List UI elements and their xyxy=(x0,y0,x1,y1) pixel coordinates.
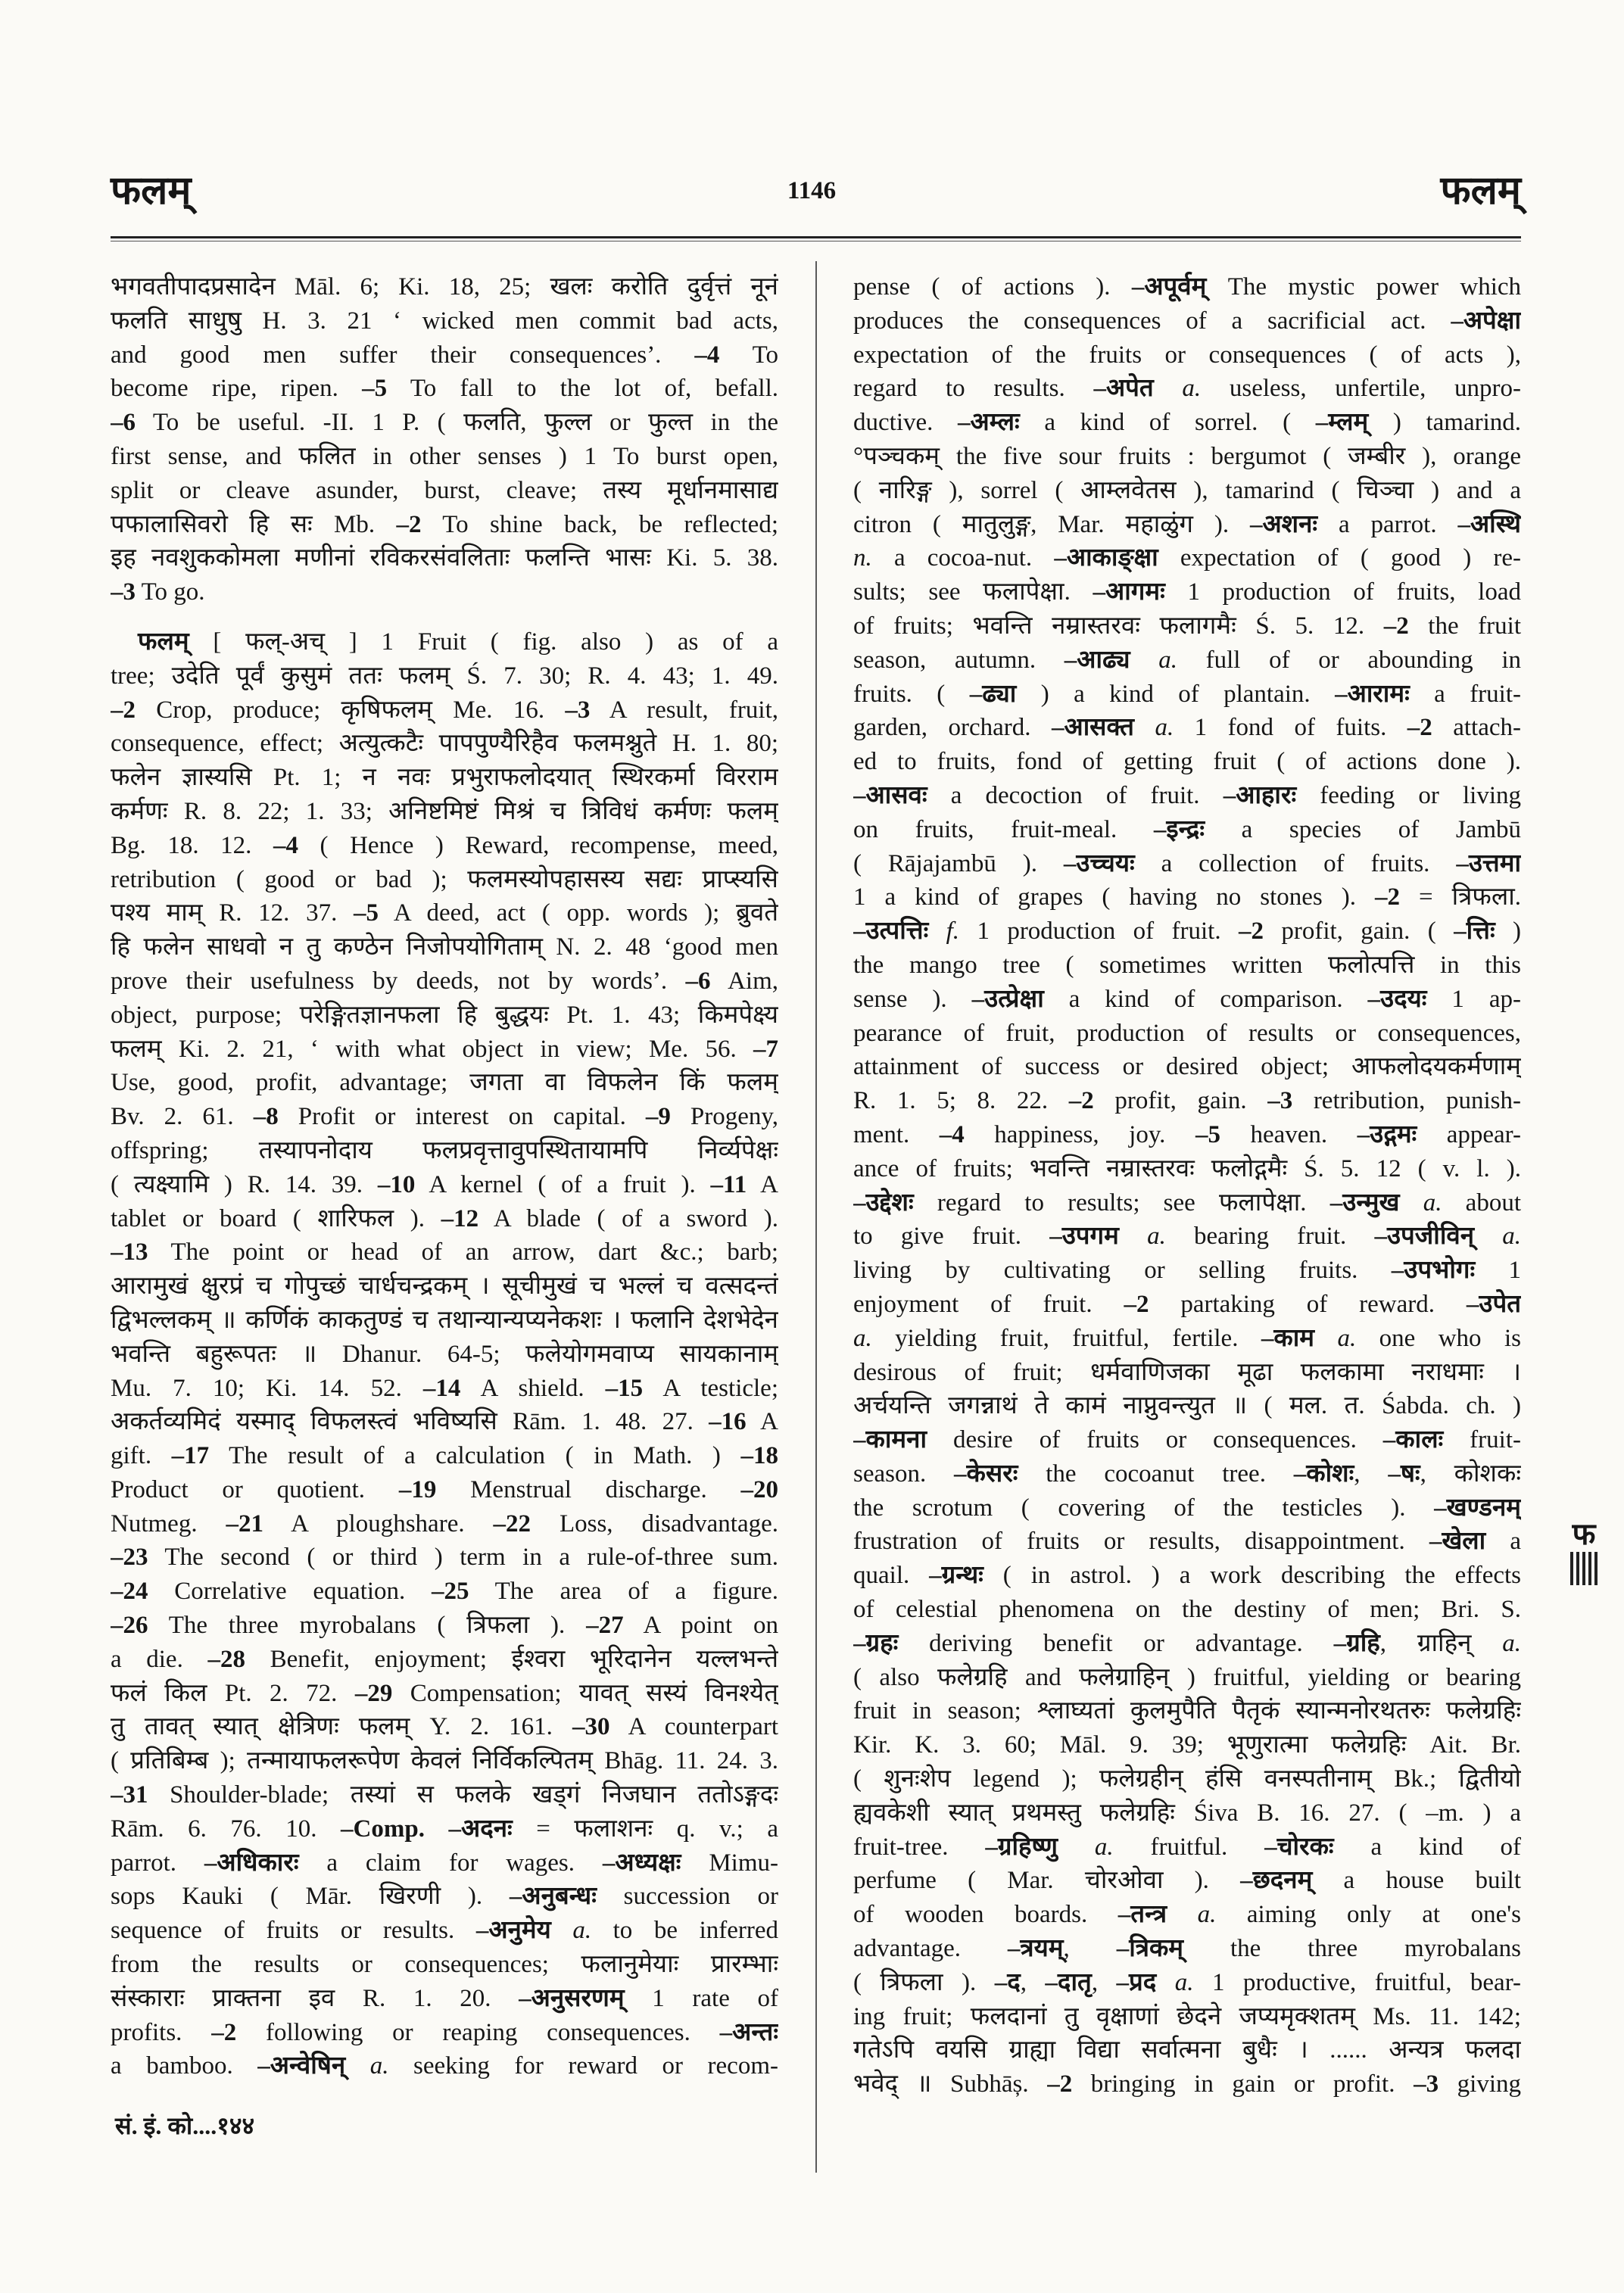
grammar-label: a. xyxy=(1182,375,1202,403)
text-line: and good men suffer their consequences’. –4 To xyxy=(111,341,778,369)
text-line: भवेद् ॥ Subhāș. –2 bringing in gain or profit. –3 giving xyxy=(853,2070,1521,2098)
sense-number: –17 xyxy=(171,1442,210,1470)
compound-headword: –आढ्य xyxy=(1064,646,1130,674)
compound-headword: –अध्यक्षः xyxy=(602,1849,681,1877)
text-line: भवन्ति बहुरूपतः ॥ Dhanur. 64-5; फलेयोगमवाप्य सायकानाम् xyxy=(111,1340,778,1368)
text-line: a die. –28 Benefit, enjoyment; ईश्वरा भूरिदानेन यल्लभन्ते xyxy=(111,1645,778,1673)
text-line: अकर्तव्यमिदं यस्माद् विफलस्त्वं भविष्यसि Rām. 1. 48. 27. –16 A xyxy=(111,1408,778,1436)
grammar-label: a. xyxy=(1094,1833,1114,1861)
text-line: produces the consequences of a sacrificial act. –अपेक्षा xyxy=(853,307,1521,335)
text-line: ed to fruits, fond of getting fruit ( of actions done ). xyxy=(853,748,1521,776)
text-line: Bv. 2. 61. –8 Profit or interest on capital. –9 Progeny, xyxy=(111,1103,778,1131)
text-line: ment. –4 happiness, joy. –5 heaven. –उद्गमः appear- xyxy=(853,1120,1521,1148)
sense-number: –28 xyxy=(207,1645,245,1673)
sense-number: –18 xyxy=(740,1442,778,1470)
text-line: °पञ्चकम् the five sour fruits : bergumot ( जम्बीर ), orange xyxy=(853,442,1521,470)
text-line: –आसवः a decoction of fruit. –आहारः feeding or living xyxy=(853,781,1521,809)
grammar-label: a. xyxy=(1423,1189,1442,1217)
text-line: from the results or consequences; फलानुमेयाः प्रारम्भाः xyxy=(111,1951,778,1979)
compound-headword: –ग्रहिष्णु xyxy=(985,1833,1058,1861)
compound-headword: –उदयः xyxy=(1367,985,1427,1013)
text-line: the mango tree ( sometimes written फलोत्पत्ति in this xyxy=(853,951,1521,979)
text-line: prove their usefulness by deeds, not by words’. –6 Aim, xyxy=(111,967,778,995)
text-line: parrot. –अधिकारः a claim for wages. –अध्यक्षः Mimu- xyxy=(111,1849,778,1877)
running-head-right: फलम् xyxy=(1440,170,1521,213)
compound-headword: –आकाङ्क्षा xyxy=(1054,544,1158,572)
text-line: पफालासिवरो हि सः Mb. –2 To shine back, be reflected; xyxy=(111,510,778,538)
text-line: pearance of fruit, production of results or consequences, xyxy=(853,1019,1521,1047)
compound-headword: –उत्पत्तिः xyxy=(853,918,929,946)
sense-number: –4 xyxy=(273,831,298,859)
text-line: फलम् Ki. 2. 21, ‘ with what object in view; Me. 56. –7 xyxy=(111,1035,778,1063)
thumb-bar xyxy=(1576,1552,1579,1585)
sense-number: –5 xyxy=(353,899,379,927)
text-line: first sense, and फलित in other senses ) 1 To burst open, xyxy=(111,442,778,470)
text-line: Product or quotient. –19 Menstrual discharge. –20 xyxy=(111,1475,778,1503)
text-line: ductive. –अम्लः a kind of sorrel. ( –म्लम् ) tamarind. xyxy=(853,409,1521,437)
text-line: R. 1. 5; 8. 22. –2 profit, gain. –3 retribution, punish- xyxy=(853,1087,1521,1115)
compound-headword: –आहारः xyxy=(1223,781,1297,809)
paragraph xyxy=(853,270,1521,2101)
compound-headword: –अपूर्वम् xyxy=(1131,273,1207,301)
compound-headword: –ग्रहः xyxy=(853,1629,899,1657)
compound-headword: –खण्डनम् xyxy=(1434,1494,1521,1522)
compound-headword: –उपगम xyxy=(1049,1223,1119,1251)
grammar-label: a. xyxy=(1502,1629,1521,1657)
sense-number: –23 xyxy=(111,1544,148,1572)
sense-number: –11 xyxy=(710,1170,747,1198)
text-line: –13 The point or head of an arrow, dart &c.; barb; xyxy=(111,1238,778,1266)
page-number: 1146 xyxy=(787,177,837,204)
text-line: Bg. 18. 12. –4 ( Hence ) Reward, recompense, meed, xyxy=(111,831,778,859)
text-line: living by cultivating or selling fruits. –उपभोगः 1 xyxy=(853,1257,1521,1285)
text-line: फलति साधुषु H. 3. 21 ‘ wicked men commit bad acts, xyxy=(111,307,778,335)
text-line: संस्काराः प्राक्तना इव R. 1. 20. –अनुसरणम् 1 rate of xyxy=(111,1984,778,2012)
sense-number: –2 xyxy=(396,510,422,538)
compound-headword: –आरामः xyxy=(1335,680,1410,708)
text-line: offspring; तस्यापनोदाय फलप्रवृत्तावुपस्थितायामपि निर्व्यपेक्षः xyxy=(111,1136,778,1164)
compound-headword: –उन्मुख xyxy=(1329,1189,1400,1217)
sense-number: –2 xyxy=(1383,612,1409,640)
thumb-index-tab xyxy=(1564,1517,1604,1590)
text-line: Nutmeg. –21 A ploughshare. –22 Loss, disadvantage. xyxy=(111,1509,778,1537)
text-line: –24 Correlative equation. –25 The area of a figure. xyxy=(111,1578,778,1606)
text-line: frustration of fruits or results, disappointment. –खेला a xyxy=(853,1528,1521,1556)
sense-number: –27 xyxy=(586,1612,624,1640)
text-line: consequence, effect; अत्युत्कटैः पापपुण्यैरिहैव फलमश्नुते H. 1. 80; xyxy=(111,730,778,758)
compound-headword: –खेला xyxy=(1429,1528,1486,1556)
compound-headword: –चोरकः xyxy=(1264,1833,1334,1861)
sense-number: –6 xyxy=(685,967,711,995)
sense-number: –2 xyxy=(111,696,136,724)
text-line: fruit in season; श्लाघ्यतां कुलमुपैति पैतृकं स्यान्मनोरथतरुः फलेग्रहिः xyxy=(853,1697,1521,1725)
text-line: enjoyment of fruit. –2 partaking of reward. –उपेत xyxy=(853,1290,1521,1318)
text-line: become ripe, ripen. –5 To fall to the lot of, befall. xyxy=(111,375,778,403)
text-line: object, purpose; परेङ्गितज्ञानफला हि बुद्धयः Pt. 1. 43; किमपेक्ष्य xyxy=(111,1001,778,1029)
text-line: season, autumn. –आढ्य a. full of or abounding in xyxy=(853,646,1521,674)
text-line: –23 The second ( or third ) term in a rule-of-three sum. xyxy=(111,1544,778,1572)
text-line: ( प्रतिबिम्ब ); तन्मायाफलरूपेण केवलं निर्विकल्पितम् Bhāg. 11. 24. 3. xyxy=(111,1747,778,1775)
text-line: profits. –2 following or reaping consequences. –अन्तः xyxy=(111,2018,778,2046)
sense-number: –30 xyxy=(572,1713,610,1741)
text-line: ing fruit; फलदानां तु वृक्षाणां छेदने जप्यमृक्शतम् Ms. 11. 142; xyxy=(853,2002,1521,2030)
text-line: –31 Shoulder-blade; तस्यां स फलके खड्गं निजघान ततोऽङ्गदः xyxy=(111,1781,778,1809)
grammar-label: a. xyxy=(1337,1324,1357,1352)
text-line: sense ). –उत्प्रेक्षा a kind of comparison. –उदयः 1 ap- xyxy=(853,985,1521,1013)
paragraph xyxy=(111,270,778,609)
sense-number: –5 xyxy=(1195,1120,1220,1148)
compound-headword: –अनुबन्धः xyxy=(509,1883,597,1911)
text-line: n. a cocoa-nut. –आकाङ्क्षा expectation of ( good ) re- xyxy=(853,544,1521,572)
text-line: ( नारिङ्ग ), sorrel ( आम्लवेतस ), tamarind ( चिञ्चा ) and a xyxy=(853,476,1521,504)
text-line: retribution ( good or bad ); फलमस्योपहासस्य सद्यः प्राप्स्यसि xyxy=(111,865,778,893)
text-line: of wooden boards. –तन्त्र a. aiming only at one's xyxy=(853,1901,1521,1929)
sense-number: –26 xyxy=(111,1612,148,1640)
compound-headword: –अशनः xyxy=(1249,510,1318,538)
sense-number: –16 xyxy=(709,1408,747,1436)
text-line: quail. –ग्रन्थः ( in astrol. ) a work describing the effects xyxy=(853,1562,1521,1590)
right-column xyxy=(853,270,1521,2101)
compound-headword: –अम्लः xyxy=(958,409,1020,437)
compound-headword: –द xyxy=(994,1968,1021,1996)
sense-number: –3 xyxy=(1267,1087,1293,1115)
text-line: Mu. 7. 10; Ki. 14. 52. –14 A shield. –15 A testicle; xyxy=(111,1374,778,1402)
text-line: गतेऽपि वयसि ग्राह्या विद्या सर्वात्मना बुधैः । ...... अन्यत्र फलदा xyxy=(853,2036,1521,2064)
text-line: तु तावत् स्यात् क्षेत्रिणः फलम् Y. 2. 161. –30 A counterpart xyxy=(111,1713,778,1741)
text-line: –26 The three myrobalans ( त्रिफला ). –27 A point on xyxy=(111,1612,778,1640)
sense-number: –24 xyxy=(111,1578,148,1606)
compound-headword: –आसक्त xyxy=(1051,714,1134,742)
compound-headword: –उत्तमा xyxy=(1456,849,1521,877)
sense-number: –6 xyxy=(111,409,136,437)
text-line: fruits. ( –ढ्या ) a kind of plantain. –आरामः a fruit- xyxy=(853,680,1521,708)
compound-headword: –अन्तः xyxy=(719,2018,778,2046)
compound-headword: –अधिकारः xyxy=(204,1849,299,1877)
compound-headword: –ढ्या xyxy=(969,680,1017,708)
compound-headword: –अदनः xyxy=(448,1815,513,1843)
grammar-label: n. xyxy=(853,544,872,572)
running-head-left: फलम् xyxy=(111,170,192,213)
grammar-label: a. xyxy=(1197,1901,1217,1929)
sense-number: –10 xyxy=(377,1170,416,1198)
text-line: 1 a kind of grapes ( having no stones ). –2 = त्रिफला. xyxy=(853,883,1521,911)
text-line: pense ( of actions ). –अपूर्वम् The mystic power which xyxy=(853,273,1521,301)
thumb-bar xyxy=(1582,1552,1585,1585)
grammar-label: a. xyxy=(1147,1223,1166,1251)
sense-number: –3 xyxy=(565,696,591,724)
text-line: फलं किल Pt. 2. 72. –29 Compensation; यावत् सस्यं विनश्येत् xyxy=(111,1679,778,1707)
text-line: Kir. K. 3. 60; Māl. 9. 39; भूणुरात्मा फलेग्रहिः Ait. Br. xyxy=(853,1731,1521,1759)
compound-headword: –उच्चयः xyxy=(1063,849,1135,877)
header-rule xyxy=(111,236,1521,241)
compound-headword: –अनुसरणम् xyxy=(519,1984,625,2012)
text-line: –ग्रहः deriving benefit or advantage. –ग्रहि, ग्राहिन् a. xyxy=(853,1629,1521,1657)
compound-headword: –केसरः xyxy=(954,1460,1018,1488)
sense-number: –3 xyxy=(111,578,136,606)
grammar-label: f. xyxy=(946,918,960,946)
text-line: a. yielding fruit, fruitful, fertile. –काम a. one who is xyxy=(853,1324,1521,1352)
sense-number: –8 xyxy=(253,1103,279,1131)
text-line: –2 Crop, produce; कृषिफलम् Me. 16. –3 A result, fruit, xyxy=(111,696,778,724)
sense-number: –7 xyxy=(753,1035,778,1063)
thumb-bar xyxy=(1594,1552,1598,1585)
text-line: a bamboo. –अन्वेषिन् a. seeking for reward or recom- xyxy=(111,2052,778,2080)
compound-headword: –म्लम् xyxy=(1315,409,1369,437)
sense-number: –31 xyxy=(111,1781,148,1809)
text-line: tablet or board ( शारिफल ). –12 A blade ( of a sword ). xyxy=(111,1204,778,1232)
compound-headword: –इन्द्रः xyxy=(1153,815,1205,843)
text-line: –उद्देशः regard to results; see फलापेक्षा. –उन्मुख a. about xyxy=(853,1189,1521,1217)
text-line: –3 To go. xyxy=(111,578,205,606)
text-line: sops Kauki ( Mār. खिरणी ). –अनुबन्धः succession or xyxy=(111,1883,778,1911)
text-line: attainment of success or desired object; आफलोदयकर्मणाम् xyxy=(853,1053,1521,1081)
text-line: Use, good, profit, advantage; जगता वा विफलेन किं फलम् xyxy=(111,1069,778,1097)
grammar-label: a. xyxy=(1502,1223,1521,1251)
sense-number: –13 xyxy=(111,1238,148,1266)
sense-number: –19 xyxy=(398,1475,437,1503)
text-line: –उत्पत्तिः f. 1 production of fruit. –2 profit, gain. ( –त्तिः ) xyxy=(853,918,1521,946)
sense-number: –15 xyxy=(605,1374,644,1402)
text-line: ( also फलेग्रहि and फलेग्राहिन् ) fruitful, yielding or bearing xyxy=(853,1663,1521,1691)
paragraph xyxy=(111,625,778,2083)
sense-number: –20 xyxy=(740,1475,778,1503)
sense-number: –4 xyxy=(939,1120,965,1148)
sense-number: –2 xyxy=(1407,714,1432,742)
text-line: of fruits; भवन्ति नम्रास्तरवः फलागमैः Ś. 5. 12. –2 the fruit xyxy=(853,612,1521,640)
compound-headword: –काम xyxy=(1261,1324,1315,1352)
thumb-bar xyxy=(1570,1552,1573,1585)
text-line: ह्यवकेशी स्यात् प्रथमस्तु फलेग्रहिः Śiva B. 16. 27. ( –m. ) a xyxy=(853,1799,1521,1827)
left-column xyxy=(111,270,778,2083)
sense-number: –29 xyxy=(354,1679,393,1707)
text-line: garden, orchard. –आसक्त a. 1 fond of fuits. –2 attach- xyxy=(853,714,1521,742)
sense-number: –12 xyxy=(441,1204,479,1232)
compound-headword: –अस्थि xyxy=(1457,510,1521,538)
column-divider xyxy=(815,261,817,2173)
text-line: इह नवशुककोमला मणीनां रविकरसंवलिताः फलन्ति भासः Ki. 5. 38. xyxy=(111,544,778,572)
text-line: season. –केसरः the cocoanut tree. –कोशः, –षः, कोशकः xyxy=(853,1460,1521,1488)
grammar-label: a. xyxy=(369,2052,389,2080)
sense-number: –9 xyxy=(645,1103,671,1131)
grammar-label: a. xyxy=(1155,714,1174,742)
sense-number: –4 xyxy=(694,341,720,369)
sense-number: –5 xyxy=(362,375,388,403)
compound-headword: –उत्प्रेक्षा xyxy=(971,985,1044,1013)
compound-headword: –षः xyxy=(1388,1460,1420,1488)
compound-headword: –त्रयम् xyxy=(1007,1935,1064,1963)
sense-number: –25 xyxy=(432,1578,469,1606)
text-line: फलेन ज्ञास्यसि Pt. 1; न नवः प्रभुराफलोदयात् स्थिरकर्मा विरराम xyxy=(111,764,778,792)
text-line: –कामना desire of fruits or consequences. –कालः fruit- xyxy=(853,1426,1521,1454)
text-line: Rām. 6. 76. 10. –Comp. –अदनः = फलाशनः q. v.; a xyxy=(111,1815,778,1843)
grammar-label: a. xyxy=(853,1324,872,1352)
text-line: sequence of fruits or results. –अनुमेय a. to be inferred xyxy=(111,1917,778,1945)
compound-headword: –उद्गमः xyxy=(1357,1120,1417,1148)
text-line: कर्मणः R. 8. 22; 1. 33; अनिष्टमिष्टं मिश्रं च त्रिविधं कर्मणः फलम् xyxy=(111,797,778,825)
compound-headword: –अन्वेषिन् xyxy=(257,2052,346,2080)
compound-headword: –उपजीविन् xyxy=(1374,1223,1475,1251)
text-line: expectation of the fruits or consequences ( of acts ), xyxy=(853,341,1521,369)
compound-headword: –त्रिकम् xyxy=(1116,1935,1184,1963)
sense-number: –2 xyxy=(211,2018,237,2046)
entry-headword: फलम् xyxy=(138,628,189,656)
text-line: perfume ( Mar. चोरओवा ). –छदनम् a house built xyxy=(853,1867,1521,1895)
text-line: of celestial phenomena on the destiny of men; Bri. S. xyxy=(853,1596,1521,1624)
grammar-label: a. xyxy=(1158,646,1177,674)
compound-headword: –ग्रहि xyxy=(1333,1629,1380,1657)
compound-headword: –कोशः xyxy=(1293,1460,1354,1488)
compound-headword: –अपेत xyxy=(1093,375,1154,403)
text-line: fruit-tree. –ग्रहिष्णु a. fruitful. –चोरकः a kind of xyxy=(853,1833,1521,1861)
compound-headword: –त्तिः xyxy=(1454,918,1495,946)
sense-number: –22 xyxy=(493,1509,531,1537)
text-line: desirous of fruit; धर्मवाणिजका मूढा फलकामा नराधमाः । xyxy=(853,1358,1521,1386)
text-line: आरामुखं क्षुरप्रं च गोपुच्छं चार्धचन्द्रकम् । सूचीमुखं च भल्लं च वत्सदन्तं xyxy=(111,1273,778,1301)
text-line: ( Rājajambū ). –उच्चयः a collection of fruits. –उत्तमा xyxy=(853,849,1521,877)
sense-number: –2 xyxy=(1238,918,1264,946)
text-line: gift. –17 The result of a calculation ( in Math. ) –18 xyxy=(111,1442,778,1470)
text-line: ( त्यक्ष्यामि ) R. 14. 39. –10 A kernel ( of a fruit ). –11 A xyxy=(111,1170,778,1198)
text-line: citron ( मातुलुङ्ग, Mar. महाळुंग ). –अशनः a parrot. –अस्थि xyxy=(853,510,1521,538)
compound-headword: –अनुमेय xyxy=(475,1917,551,1945)
sense-number: –2 xyxy=(1375,883,1400,911)
compound-headword: –कामना xyxy=(853,1426,927,1454)
thumb-index-letter: फ xyxy=(1572,1517,1596,1551)
compound-headword: –तन्त्र xyxy=(1117,1901,1167,1929)
text-line: ( शुनःशेप legend ); फलेग्रहीन् हंसि वनस्पतीनाम् Bk.; द्वितीयो xyxy=(853,1765,1521,1793)
text-line: अर्चयन्ति जगन्नाथं ते कामं नाप्नुवन्त्युत ॥ ( मल. त. Śabda. ch. ) xyxy=(853,1392,1521,1420)
text-line: हि फलेन साधवो न तु कण्ठेन निजोपयोगिताम् N. 2. 48 ‘good men xyxy=(111,933,778,961)
text-line: sults; see फलापेक्षा. –आगमः 1 production of fruits, load xyxy=(853,578,1521,606)
text-line: ance of fruits; भवन्ति नम्रास्तरवः फलोद्गमैः Ś. 5. 12 ( v. l. ). xyxy=(853,1154,1521,1182)
grammar-label: a. xyxy=(572,1917,592,1945)
compound-headword: –उपेत xyxy=(1466,1290,1521,1318)
compound-headword: –उपभोगः xyxy=(1391,1257,1476,1285)
text-line: ( त्रिफला ). –द, –दातृ, –प्रद a. 1 productive, fruitful, bear- xyxy=(853,1968,1521,1996)
compound-headword: –Comp. xyxy=(341,1815,425,1843)
text-line: to give fruit. –उपगम a. bearing fruit. –उपजीविन् a. xyxy=(853,1223,1521,1251)
compound-headword: –दातृ xyxy=(1045,1968,1092,1996)
thumb-bar xyxy=(1588,1552,1591,1585)
printer-signature: सं. इं. को....१४४ xyxy=(115,2112,255,2139)
compound-headword: –ग्रन्थः xyxy=(929,1562,983,1590)
sense-number: –14 xyxy=(422,1374,461,1402)
compound-headword: –अपेक्षा xyxy=(1451,307,1521,335)
text-line: regard to results. –अपेत a. useless, unfertile, unpro- xyxy=(853,375,1521,403)
sense-number: –2 xyxy=(1124,1290,1149,1318)
compound-headword: –उद्देशः xyxy=(853,1189,914,1217)
grammar-label: a. xyxy=(1174,1968,1194,1996)
compound-headword: –आसवः xyxy=(853,781,927,809)
text-line: भगवतीपादप्रसादेन Māl. 6; Ki. 18, 25; खलः करोति दुर्वृत्तं नूनं xyxy=(111,273,778,301)
compound-headword: –कालः xyxy=(1382,1426,1444,1454)
text-line: tree; उदेति पूर्वं कुसुमं ततः फलम् Ś. 7. 30; R. 4. 43; 1. 49. xyxy=(111,662,778,690)
compound-headword: –आगमः xyxy=(1093,578,1165,606)
sense-number: –21 xyxy=(226,1509,263,1537)
sense-number: –2 xyxy=(1047,2070,1073,2098)
text-line: split or cleave asunder, burst, cleave; तस्य मूर्धानमासाद्य xyxy=(111,476,778,504)
text-line: the scrotum ( covering of the testicles ). –खण्डनम् xyxy=(853,1494,1521,1522)
sense-number: –3 xyxy=(1414,2070,1439,2098)
text-line: फलम् [ फल्-अच् ] 1 Fruit ( fig. also ) as of a xyxy=(138,628,778,656)
sense-number: –2 xyxy=(1068,1087,1094,1115)
thumb-index-bars xyxy=(1564,1552,1604,1585)
text-line: –6 To be useful. -II. 1 P. ( फलति, फुल्ल or फुल्त in the xyxy=(111,409,778,437)
text-line: पश्य माम् R. 12. 37. –5 A deed, act ( opp. words ); ब्रुवते xyxy=(111,899,778,927)
compound-headword: –छदनम् xyxy=(1240,1867,1313,1895)
text-line: द्विभल्लकम् ॥ कर्णिकं काकतुण्डं च तथान्यान्यप्यनेकशः । फलानि देशभेदेन xyxy=(111,1306,778,1334)
text-line: on fruits, fruit-meal. –इन्द्रः a species of Jambū xyxy=(853,815,1521,843)
text-line: advantage. –त्रयम्, –त्रिकम् the three myrobalans xyxy=(853,1935,1521,1963)
compound-headword: –प्रद xyxy=(1116,1968,1157,1996)
